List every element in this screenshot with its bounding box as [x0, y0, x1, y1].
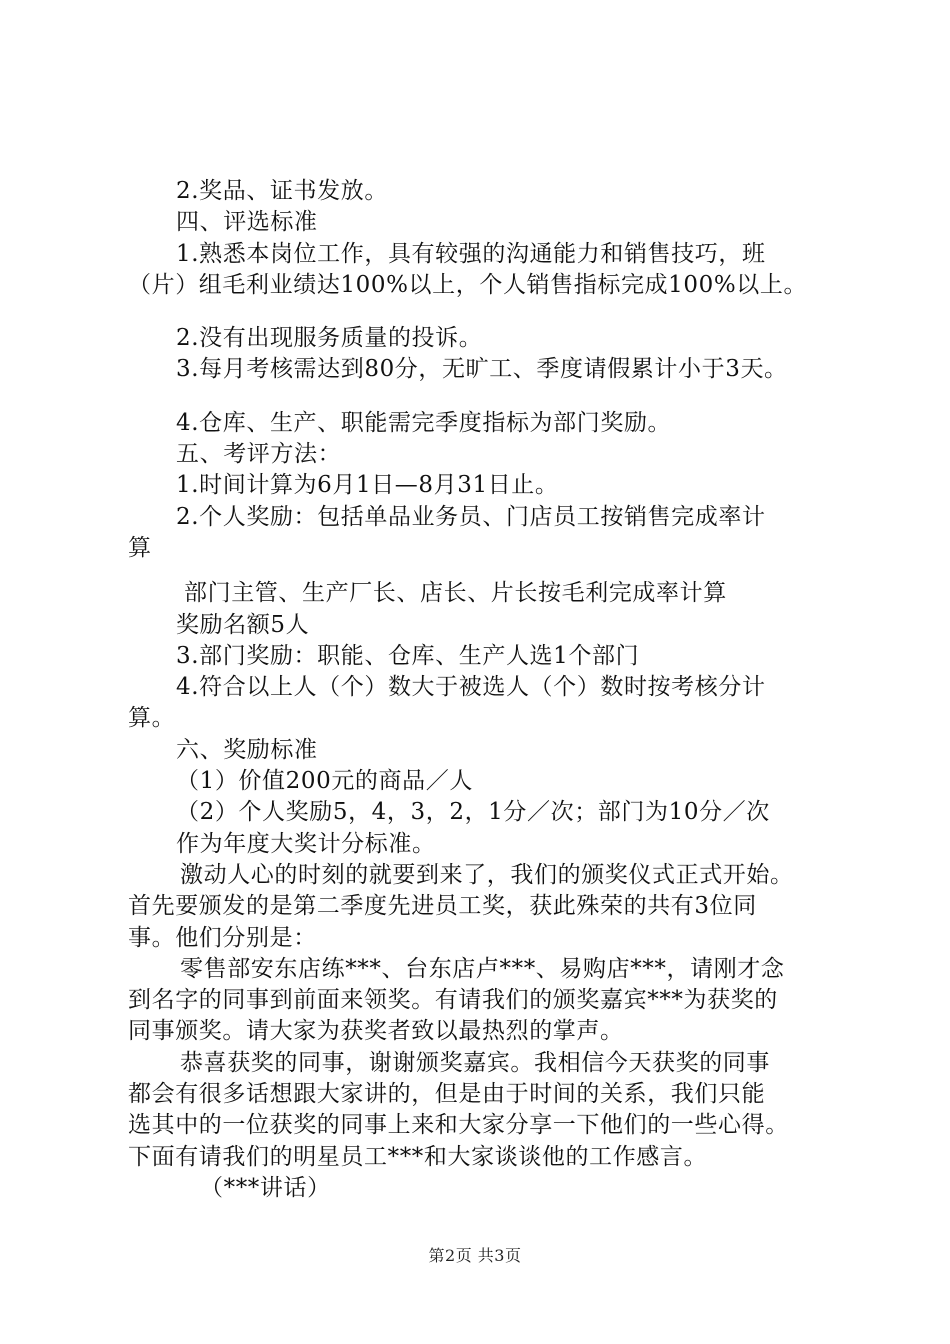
text-line: 奖励名额5人 [176, 611, 310, 638]
text-line: 4.仓库、生产、职能需完季度指标为部门奖励。 [176, 409, 672, 436]
paragraph-gap [128, 386, 848, 408]
paragraph-gap [128, 564, 848, 578]
text-line: 恭喜获奖的同事，谢谢颁奖嘉宾。我相信今天获奖的同事 [180, 1049, 770, 1076]
text-line: （2）个人奖励5，4，3，2，1分／次；部门为10分／次 [176, 799, 770, 826]
text-line: （片）组毛利业绩达100%以上，个人销售指标完成100%以上。 [128, 271, 808, 298]
text-line: 同事颁奖。请大家为获奖者致以最热烈的掌声。 [128, 1018, 624, 1045]
text-line: 首先要颁发的是第二季度先进员工奖，获此殊荣的共有3位同 [128, 893, 757, 920]
text-line: （***讲话） [200, 1174, 331, 1201]
text-line: （1）价值200元的商品／人 [176, 768, 473, 795]
text-line: 1.时间计算为6月1日—8月31日止。 [176, 472, 559, 499]
text-line: 到名字的同事到前面来领奖。有请我们的颁奖嘉宾***为获奖的 [128, 987, 778, 1014]
text-line: 2.没有出现服务质量的投诉。 [176, 325, 483, 352]
text-line: 2.奖品、证书发放。 [176, 178, 388, 204]
text-line: 3.部门奖励：职能、仓库、生产人选1个部门 [176, 642, 640, 669]
text-line: 算。 [128, 705, 176, 732]
text-line: 1.熟悉本岗位工作，具有较强的沟通能力和销售技巧，班 [176, 240, 766, 267]
text-line: 部门主管、生产厂长、店长、片长按毛利完成率计算 [184, 580, 727, 607]
text-line: 4.符合以上人（个）数大于被选人（个）数时按考核分计 [176, 674, 766, 701]
text-line: 激动人心的时刻的就要到来了，我们的颁奖仪式正式开始。 [180, 861, 794, 888]
section-heading: 六、奖励标准 [176, 736, 318, 763]
page-number: 第2页 共3页 [428, 1246, 522, 1265]
section-heading: 五、考评方法： [176, 441, 342, 468]
text-line: 作为年度大奖计分标准。 [176, 830, 436, 857]
text-line: 事。他们分别是： [128, 924, 317, 951]
paragraph-gap [128, 301, 848, 323]
text-line: 2.个人奖励：包括单品业务员、门店员工按销售完成率计 [176, 503, 766, 530]
document-body [128, 176, 848, 1204]
text-line: 都会有很多话想跟大家讲的，但是由于时间的关系，我们只能 [128, 1081, 766, 1108]
text-line: 算 [128, 534, 152, 561]
text-line: 选其中的一位获奖的同事上来和大家分享一下他们的一些心得。 [128, 1112, 789, 1139]
text-line: 下面有请我们的明星员工***和大家谈谈他的工作感言。 [128, 1143, 708, 1170]
section-heading: 四、评选标准 [176, 209, 318, 236]
text-line: 3.每月考核需达到80分，无旷工、季度请假累计小于3天。 [176, 356, 788, 383]
text-line: 零售部安东店练***、台东店卢***、易购店***，请刚才念 [180, 955, 785, 982]
